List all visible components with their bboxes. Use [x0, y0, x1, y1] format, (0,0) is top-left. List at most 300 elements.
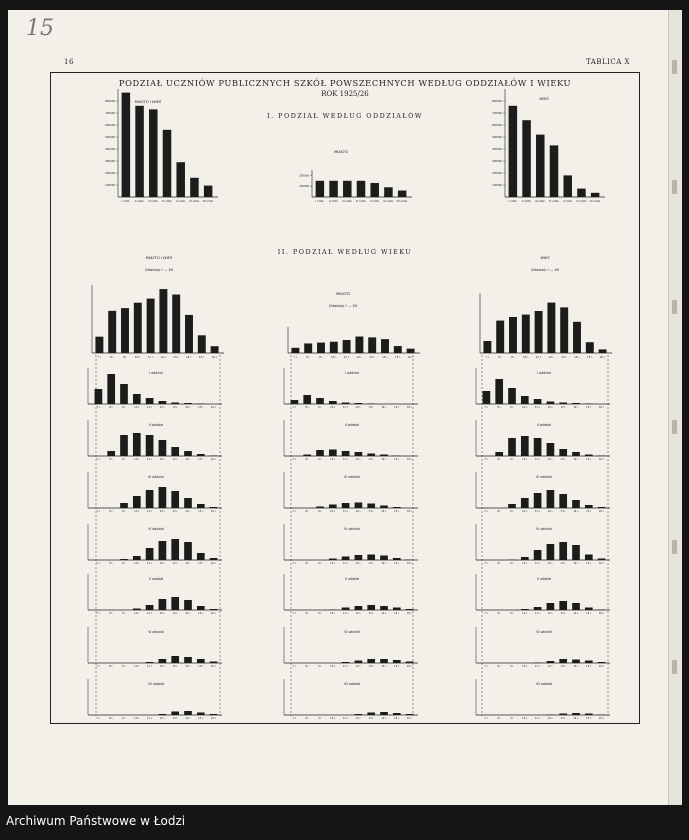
chart-left-age-x-tick-label: 7 l.: [97, 356, 102, 359]
small-center-x-tick-label: 11 l.: [342, 510, 349, 513]
small-left-bar: [120, 384, 128, 404]
small-center-x-tick-label: 12 l.: [355, 406, 362, 409]
chart-center-age-bar: [291, 348, 299, 353]
small-left-x-tick-label: 9 l.: [122, 458, 126, 461]
small-left-x-tick-label: 10 l.: [134, 717, 140, 720]
small-right-x-tick-label: 10 l.: [522, 406, 528, 409]
small-left-bar: [107, 451, 115, 456]
small-left-bar: [120, 435, 128, 456]
small-center-bar: [316, 450, 324, 456]
small-left-x-tick-label: 11 l.: [146, 612, 153, 615]
small-center-x-tick-label: 13 l.: [368, 717, 374, 720]
small-center-bar: [380, 606, 388, 610]
small-left-bar: [184, 542, 192, 560]
small-left-x-tick-label: 16 l.: [210, 406, 217, 409]
small-center-x-tick-label: 8 l.: [305, 612, 310, 615]
chart-left-age-x-tick-label: 12 l.: [160, 356, 167, 359]
small-left-bar: [197, 553, 205, 560]
chart-center-age-x-tick-label: 11 l.: [343, 356, 350, 359]
small-right-row-title: VI oddział: [536, 630, 552, 634]
small-center-bar: [393, 558, 401, 560]
small-right-x-tick-label: 10 l.: [522, 612, 528, 615]
chart-right-age-x-tick-label: 12 l.: [548, 356, 555, 359]
small-left-x-tick-label: 9 l.: [122, 510, 126, 513]
small-right-row-title: III oddział: [536, 475, 552, 479]
small-left-bar: [184, 451, 192, 456]
small-center-x-tick-label: 9 l.: [318, 665, 322, 668]
small-left-row-title: IV oddział: [148, 527, 164, 531]
small-center-x-tick-label: 13 l.: [368, 562, 374, 565]
small-right-bar: [559, 449, 567, 456]
small-right-bar: [521, 396, 529, 404]
small-center-x-tick-label: 7 l.: [292, 458, 297, 461]
small-center-x-tick-label: 12 l.: [355, 562, 362, 565]
small-center-x-tick-label: 14 l.: [381, 562, 387, 565]
small-right-row-title: V oddział: [536, 577, 552, 581]
small-right-x-tick-label: 7 l.: [484, 406, 489, 409]
small-left-bar: [184, 498, 192, 508]
small-right-row-title: VII oddział: [535, 682, 553, 686]
chart-center-age-x-tick-label: 8 l.: [306, 356, 311, 359]
small-left-row-title: I oddział: [149, 371, 163, 375]
small-center-x-tick-label: 8 l.: [305, 406, 310, 409]
small-center-bar: [355, 452, 363, 456]
small-right-bar: [598, 715, 606, 716]
small-right-x-tick-label: 15 l.: [586, 665, 592, 668]
chart-left-grades-x-tick-label: VII oddz.: [202, 200, 214, 203]
small-left-x-tick-label: 7 l.: [96, 510, 101, 513]
small-center-bar: [342, 403, 350, 405]
chart-center-grades-x-tick-label: I oddz.: [315, 200, 325, 203]
small-right-bar: [547, 544, 555, 560]
small-left-x-tick-label: 10 l.: [134, 406, 140, 409]
small-center-x-tick-label: 7 l.: [292, 510, 297, 513]
small-right-x-tick-label: 16 l.: [598, 665, 605, 668]
small-right-x-tick-label: 14 l.: [573, 458, 579, 461]
small-right-x-tick-label: 15 l.: [586, 562, 592, 565]
small-center-bar: [380, 712, 388, 715]
small-left-x-tick-label: 16 l.: [210, 458, 217, 461]
small-right-x-tick-label: 12 l.: [547, 562, 554, 565]
small-left-x-tick-label: 7 l.: [96, 562, 101, 565]
small-center-bar: [329, 610, 337, 611]
small-left-row-title: VI oddział: [148, 630, 164, 634]
small-center-bar: [355, 714, 363, 715]
small-right-x-tick-label: 13 l.: [560, 665, 566, 668]
chart-left-grades-bar: [163, 130, 172, 197]
small-center-x-tick-label: 9 l.: [318, 612, 322, 615]
small-left-bar: [159, 541, 167, 560]
small-right-bar: [521, 557, 529, 560]
small-left-x-tick-label: 11 l.: [146, 717, 153, 720]
chart-right-age-x-tick-label: 7 l.: [485, 356, 490, 359]
small-right-bar: [585, 505, 593, 508]
small-right-x-tick-label: 7 l.: [484, 665, 489, 668]
small-center-x-tick-label: 12 l.: [355, 612, 362, 615]
small-left-x-tick-label: 14 l.: [185, 562, 191, 565]
small-left-bar: [159, 599, 167, 610]
small-right-x-tick-label: 8 l.: [497, 406, 502, 409]
small-right-x-tick-label: 16 l.: [598, 510, 605, 513]
chart-right-age-bar: [522, 315, 530, 353]
small-right-bar: [534, 438, 542, 456]
small-right-bar: [572, 500, 580, 508]
small-center-x-tick-label: 15 l.: [394, 562, 400, 565]
small-right-x-tick-label: 13 l.: [560, 717, 566, 720]
small-left-x-tick-label: 14 l.: [185, 510, 191, 513]
small-left-x-tick-label: 8 l.: [109, 612, 114, 615]
small-right-x-tick-label: 11 l.: [534, 562, 541, 565]
small-center-x-tick-label: 13 l.: [368, 665, 374, 668]
small-center-bar: [406, 662, 414, 664]
small-left-x-tick-label: 11 l.: [146, 665, 153, 668]
small-center-x-tick-label: 14 l.: [381, 612, 387, 615]
small-right-x-tick-label: 16 l.: [598, 612, 605, 615]
small-right-bar: [559, 659, 567, 663]
small-center-bar: [393, 456, 401, 457]
small-right-bar: [572, 403, 580, 404]
chart-center-grades-bar: [357, 181, 366, 197]
chart-right-age-x-tick-label: 15 l.: [586, 356, 593, 359]
chart-center-grades-y-tick-label: 200000: [299, 174, 309, 178]
chart-right-age-bar: [496, 321, 504, 353]
small-left-x-tick-label: 13 l.: [172, 612, 178, 615]
chart-center-age-bar: [343, 340, 351, 353]
small-right-x-tick-label: 12 l.: [547, 612, 554, 615]
chart-right-age-x-tick-label: 13 l.: [561, 356, 568, 359]
chart-center-age-bar: [304, 343, 312, 353]
chart-left-grades-bar: [176, 162, 185, 197]
small-left-bar: [184, 657, 192, 663]
small-center-row-title: II oddział: [344, 423, 360, 427]
small-left-bar: [197, 404, 205, 405]
small-left-bar: [197, 606, 205, 610]
chart-left-age-bar: [172, 295, 180, 353]
small-center-bar: [406, 609, 414, 610]
small-right-x-tick-label: 15 l.: [586, 458, 592, 461]
small-center-bar: [380, 506, 388, 509]
small-right-bar: [572, 545, 580, 560]
small-right-bar: [547, 715, 555, 716]
small-right-bar: [559, 601, 567, 610]
chart-center-grades-x-tick-label: IV oddz.: [355, 200, 367, 203]
page-title: PODZIAŁ UCZNIÓW PUBLICZNYCH SZKÓŁ POWSZECHNYCH WEDŁUG ODDZIAŁÓW I WIEKU: [118, 78, 572, 88]
small-right-x-tick-label: 7 l.: [484, 562, 489, 565]
small-center-bar: [367, 659, 375, 663]
chart-center-age-x-tick-label: 12 l.: [356, 356, 363, 359]
small-left-x-tick-label: 9 l.: [122, 717, 126, 720]
chart-left-age-x-tick-label: 9 l.: [122, 356, 128, 359]
small-right-bar: [547, 661, 555, 663]
small-center-x-tick-label: 15 l.: [394, 510, 400, 513]
small-right-x-tick-label: 15 l.: [586, 510, 592, 513]
section-2-title: II. PODZIAŁ WEDŁUG WIEKU: [277, 248, 413, 256]
small-right-x-tick-label: 14 l.: [573, 717, 579, 720]
small-left-x-tick-label: 16 l.: [210, 562, 217, 565]
small-left-bar: [197, 713, 205, 716]
chart-right-grades-bar: [591, 193, 600, 197]
chart-left-age-x-tick-label: 10 l.: [134, 356, 141, 359]
small-left-x-tick-label: 9 l.: [122, 562, 126, 565]
small-left-x-tick-label: 10 l.: [134, 612, 140, 615]
small-center-x-tick-label: 16 l.: [406, 510, 413, 513]
small-center-bar: [329, 559, 337, 561]
chart-sublabel-left: Oddziały I — VII: [144, 268, 174, 272]
small-left-bar: [133, 433, 141, 456]
small-center-bar: [380, 455, 388, 457]
small-center-bar: [367, 504, 375, 509]
chart-left-grades-bar: [190, 178, 199, 197]
page-number: 16: [64, 58, 74, 66]
chart-right-grades-x-tick-label: I oddz.: [508, 200, 518, 203]
small-left-x-tick-label: 10 l.: [134, 510, 140, 513]
chart-right-grades-x-tick-label: III oddz.: [535, 200, 546, 203]
small-right-x-tick-label: 11 l.: [534, 717, 541, 720]
small-right-bar: [572, 713, 580, 715]
small-left-x-tick-label: 7 l.: [96, 458, 101, 461]
small-left-x-tick-label: 14 l.: [185, 406, 191, 409]
small-center-x-tick-label: 7 l.: [292, 665, 297, 668]
chart-right-age-x-tick-label: 14 l.: [574, 356, 580, 359]
small-center-bar: [316, 398, 324, 404]
small-left-x-tick-label: 15 l.: [198, 458, 204, 461]
small-right-bar: [585, 404, 593, 405]
chart-right-age-bar: [573, 322, 581, 353]
chart-center-age-bar: [368, 337, 376, 353]
small-center-x-tick-label: 12 l.: [355, 717, 362, 720]
small-center-x-tick-label: 10 l.: [330, 406, 336, 409]
small-left-row-title: II oddział: [148, 423, 164, 427]
chart-center-grades-x-tick-label: VII oddz.: [396, 200, 408, 203]
chart-left-grades-x-tick-label: I oddz.: [121, 200, 131, 203]
chart-left-grades-y-tick-label: 800000: [105, 100, 115, 103]
small-center-x-tick-label: 13 l.: [368, 510, 374, 513]
chart-left-age-x-tick-label: 8 l.: [110, 356, 115, 359]
small-right-x-tick-label: 11 l.: [534, 612, 541, 615]
small-left-bar: [171, 712, 179, 716]
small-right-bar: [547, 603, 555, 610]
small-center-x-tick-label: 9 l.: [318, 406, 322, 409]
small-left-bar: [171, 403, 179, 405]
chart-center-age-x-tick-label: 13 l.: [369, 356, 376, 359]
small-right-x-tick-label: 11 l.: [534, 406, 541, 409]
chart-center-age-x-tick-label: 15 l.: [394, 356, 401, 359]
small-right-x-tick-label: 14 l.: [573, 612, 579, 615]
small-right-x-tick-label: 11 l.: [534, 665, 541, 668]
chart-center-age-bar: [330, 342, 338, 353]
small-right-bar: [598, 662, 606, 663]
small-left-x-tick-label: 7 l.: [96, 717, 101, 720]
small-left-bar: [210, 609, 218, 610]
small-right-bar: [534, 493, 542, 508]
small-left-x-tick-label: 11 l.: [146, 406, 153, 409]
small-right-bar: [559, 403, 567, 405]
chart-left-age-x-tick-label: 15 l.: [198, 356, 205, 359]
small-center-bar: [367, 555, 375, 561]
small-right-bar: [534, 550, 542, 560]
chart-label-left-age: MIASTO I WIEŚ: [145, 256, 173, 260]
small-left-x-tick-label: 15 l.: [198, 612, 204, 615]
small-right-bar: [572, 452, 580, 456]
small-left-bar: [197, 504, 205, 508]
chart-left-age-bar: [147, 299, 155, 353]
chart-left-age-bar: [95, 337, 103, 353]
chart-right-age-bar: [560, 307, 568, 353]
small-left-x-tick-label: 13 l.: [172, 510, 178, 513]
small-left-row-title: V oddział: [148, 577, 164, 581]
chart-center-grades-bar: [398, 191, 407, 197]
small-right-bar: [508, 388, 516, 404]
small-center-x-tick-label: 10 l.: [330, 458, 336, 461]
small-right-bar: [598, 456, 606, 457]
small-left-row-title: VII oddział: [147, 682, 165, 686]
small-right-x-tick-label: 10 l.: [522, 458, 528, 461]
chart-right-grades-y-tick-label: 500000: [492, 136, 502, 139]
small-center-bar: [355, 555, 363, 560]
small-center-x-tick-label: 10 l.: [330, 562, 336, 565]
small-right-bar: [534, 663, 542, 664]
small-left-x-tick-label: 14 l.: [185, 612, 191, 615]
chart-left-grades-y-tick-label: 200000: [105, 172, 115, 175]
chart-right-grades-y-tick-label: 600000: [492, 124, 502, 127]
small-center-x-tick-label: 16 l.: [406, 612, 413, 615]
chart-right-grades-x-tick-label: IV oddz.: [548, 200, 560, 203]
small-left-bar: [184, 403, 192, 404]
small-right-row-title: II oddział: [536, 423, 552, 427]
small-center-x-tick-label: 11 l.: [342, 665, 349, 668]
small-center-bar: [367, 404, 375, 405]
small-center-bar: [367, 605, 375, 610]
small-left-bar: [159, 401, 167, 404]
small-right-x-tick-label: 8 l.: [497, 717, 502, 720]
chart-left-grades-bar: [135, 106, 144, 197]
chart-label-right-top: WIEŚ: [539, 97, 549, 101]
small-center-x-tick-label: 11 l.: [342, 562, 349, 565]
small-left-bar: [210, 507, 218, 508]
small-right-bar: [495, 452, 503, 456]
chart-right-grades-y-tick-label: 100000: [492, 184, 502, 187]
small-right-x-tick-label: 13 l.: [560, 458, 566, 461]
small-center-x-tick-label: 16 l.: [406, 458, 413, 461]
small-center-bar: [355, 661, 363, 664]
small-left-bar: [133, 496, 141, 508]
small-center-x-tick-label: 13 l.: [368, 612, 374, 615]
small-right-x-tick-label: 10 l.: [522, 510, 528, 513]
chart-right-grades-y-tick-label: 400000: [492, 148, 502, 151]
small-left-x-tick-label: 12 l.: [159, 665, 166, 668]
chart-right-age-bar: [509, 317, 517, 353]
small-right-bar: [534, 399, 542, 404]
small-center-x-tick-label: 8 l.: [305, 458, 310, 461]
chart-center-age-x-tick-label: 7 l.: [293, 356, 298, 359]
chart-left-age-x-tick-label: 14 l.: [186, 356, 192, 359]
small-center-x-tick-label: 10 l.: [330, 612, 336, 615]
small-center-bar: [393, 608, 401, 611]
small-left-bar: [107, 374, 115, 404]
chart-center-age-bar: [355, 337, 363, 353]
chart-right-age-bar: [599, 349, 607, 353]
small-center-x-tick-label: 14 l.: [381, 458, 387, 461]
small-left-bar: [146, 490, 154, 508]
small-left-bar: [133, 394, 141, 404]
small-left-bar: [120, 503, 128, 508]
chart-center-age-x-tick-label: 16 l.: [407, 356, 414, 359]
chart-right-age-bar: [535, 311, 543, 353]
small-left-x-tick-label: 8 l.: [109, 665, 114, 668]
section-1-title: I. PODZIAŁ WEDŁUG ODDZIAŁÓW: [267, 112, 423, 120]
chart-center-grades-bar: [329, 181, 338, 197]
small-center-bar: [329, 401, 337, 404]
small-right-bar: [534, 607, 542, 610]
small-right-bar: [547, 443, 555, 456]
small-center-row-title: III oddział: [344, 475, 360, 479]
chart-right-age-bar: [586, 342, 594, 353]
small-left-bar: [171, 539, 179, 560]
small-right-x-tick-label: 8 l.: [497, 665, 502, 668]
small-center-x-tick-label: 9 l.: [318, 562, 322, 565]
small-center-x-tick-label: 13 l.: [368, 458, 374, 461]
chart-right-age-x-tick-label: 16 l.: [599, 356, 606, 359]
small-left-x-tick-label: 8 l.: [109, 562, 114, 565]
chart-left-grades-y-tick-label: 100000: [105, 184, 115, 187]
chart-right-grades-bar: [536, 135, 545, 197]
small-right-x-tick-label: 14 l.: [573, 665, 579, 668]
small-right-x-tick-label: 8 l.: [497, 612, 502, 615]
small-center-x-tick-label: 9 l.: [318, 510, 322, 513]
chart-right-grades-x-tick-label: II oddz.: [521, 200, 532, 203]
small-center-x-tick-label: 11 l.: [342, 612, 349, 615]
small-left-bar: [197, 454, 205, 456]
small-center-x-tick-label: 9 l.: [318, 717, 322, 720]
small-left-x-tick-label: 12 l.: [159, 717, 166, 720]
small-center-x-tick-label: 15 l.: [394, 665, 400, 668]
small-center-bar: [355, 606, 363, 610]
small-left-bar: [146, 435, 154, 456]
chart-right-grades-x-tick-label: VI oddz.: [576, 200, 587, 203]
small-left-x-tick-label: 12 l.: [159, 562, 166, 565]
small-right-x-tick-label: 10 l.: [522, 562, 528, 565]
chart-left-grades-x-tick-label: VI oddz.: [189, 200, 200, 203]
small-left-x-tick-label: 16 l.: [210, 510, 217, 513]
chart-left-age-bar: [134, 303, 142, 353]
small-center-x-tick-label: 12 l.: [355, 458, 362, 461]
small-center-x-tick-label: 11 l.: [342, 406, 349, 409]
chart-right-grades-y-tick-label: 700000: [492, 112, 502, 115]
small-right-x-tick-label: 7 l.: [484, 458, 489, 461]
small-right-x-tick-label: 8 l.: [497, 510, 502, 513]
small-left-x-tick-label: 14 l.: [185, 458, 191, 461]
chart-center-age-x-tick-label: 14 l.: [382, 356, 388, 359]
chart-label-right-age: WIEŚ: [540, 256, 550, 260]
small-right-bar: [598, 507, 606, 508]
small-left-bar: [197, 659, 205, 663]
small-left-x-tick-label: 15 l.: [198, 665, 204, 668]
small-right-row-title: I oddział: [537, 371, 551, 375]
small-right-bar: [547, 402, 555, 405]
small-right-x-tick-label: 12 l.: [547, 510, 554, 513]
small-right-bar: [508, 438, 516, 456]
small-center-row-title: VII oddział: [343, 682, 361, 686]
small-left-x-tick-label: 14 l.: [185, 665, 191, 668]
small-left-bar: [146, 398, 154, 404]
small-center-x-tick-label: 15 l.: [394, 612, 400, 615]
small-left-x-tick-label: 15 l.: [198, 406, 204, 409]
small-center-row-title: IV oddział: [344, 527, 360, 531]
small-right-x-tick-label: 14 l.: [573, 562, 579, 565]
small-right-bar: [598, 610, 606, 611]
chart-left-grades-y-tick-label: 300000: [105, 160, 115, 163]
small-left-x-tick-label: 14 l.: [185, 717, 191, 720]
